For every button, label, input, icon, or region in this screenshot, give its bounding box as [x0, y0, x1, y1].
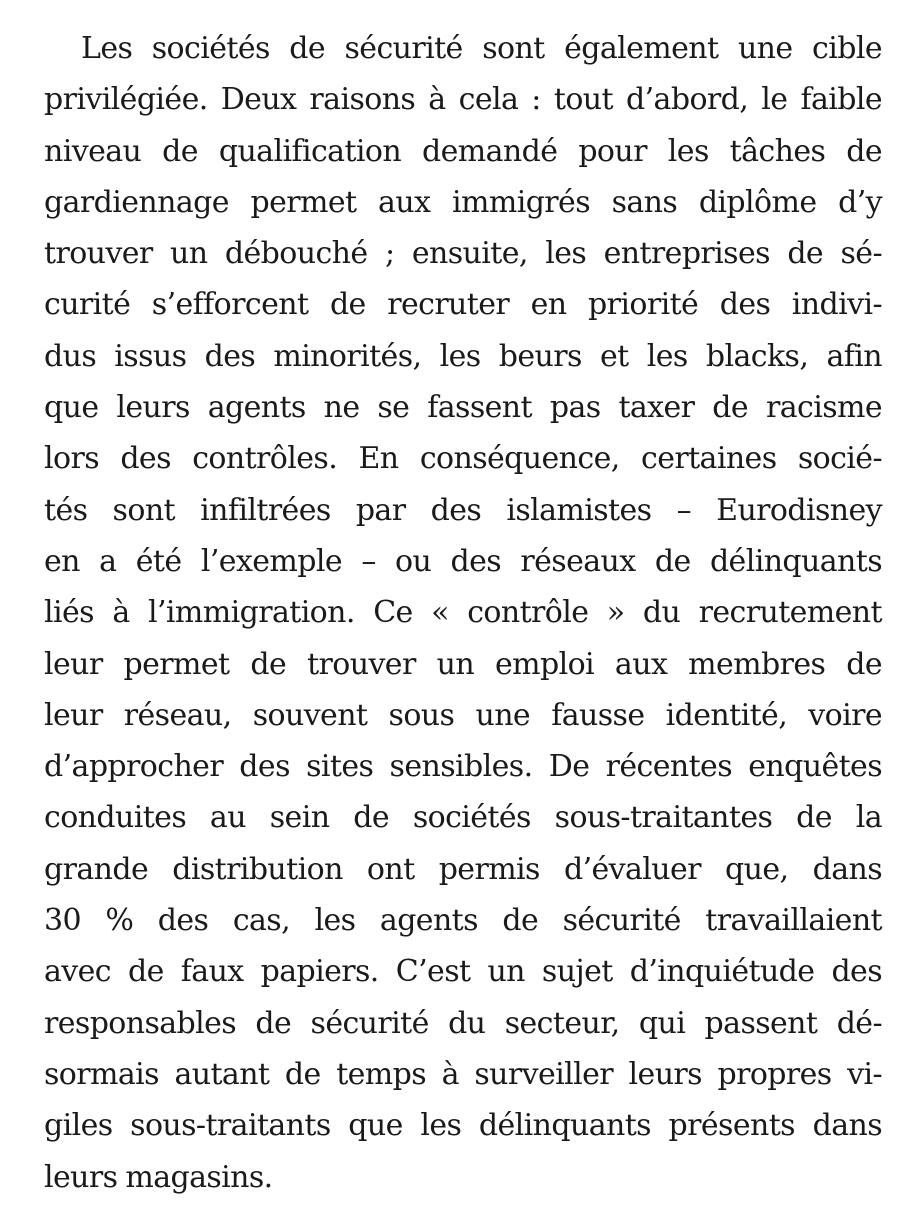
text-line: 30 % des cas, les agents de sécurité travaillaient	[44, 903, 882, 939]
text-line: que leurs agents ne se fassent pas taxer de racisme	[44, 390, 882, 426]
text-line: giles sous-traitants que les délinquants présents dans	[44, 1108, 882, 1144]
text-line: privilégiée. Deux raisons à cela : tout d’abord, le faible	[44, 82, 882, 118]
text-line: tés sont infiltrées par des islamistes – Eurodisney	[44, 492, 882, 528]
text-line: leur réseau, souvent sous une fausse identité, voire	[44, 697, 882, 733]
text-line: dus issus des minorités, les beurs et les blacks, afin	[44, 338, 882, 374]
text-line: grande distribution ont permis d’évaluer que, dans	[44, 851, 882, 887]
text-line: curité s’efforcent de recruter en priorité des indivi-	[44, 287, 882, 323]
text-line: avec de faux papiers. C’est un sujet d’inquiétude des	[44, 954, 882, 990]
text-line: lors des contrôles. En conséquence, certaines socié-	[44, 441, 882, 477]
text-line: sormais autant de temps à surveiller leurs propres vi-	[44, 1056, 882, 1092]
text-line: leurs magasins.	[44, 1159, 273, 1195]
text-line: liés à l’immigration. Ce « contrôle » du recrutement	[44, 595, 882, 631]
text-line: leur permet de trouver un emploi aux membres de	[44, 646, 882, 682]
text-line: gardiennage permet aux immigrés sans diplôme d’y	[44, 184, 882, 220]
text-line: d’approcher des sites sensibles. De récentes enquêtes	[44, 749, 882, 785]
text-line: Les sociétés de sécurité sont également une cible	[81, 31, 882, 66]
text-line: niveau de qualification demandé pour les tâches de	[44, 133, 882, 169]
text-line: responsables de sécurité du secteur, qui passent dé-	[44, 1005, 882, 1041]
text-line: trouver un débouché ; ensuite, les entreprises de sé-	[44, 236, 882, 272]
body-paragraph	[44, 30, 882, 1210]
text-line: conduites au sein de sociétés sous-traitantes de la	[44, 800, 882, 836]
text-line: en a été l’exemple – ou des réseaux de délinquants	[44, 543, 882, 579]
